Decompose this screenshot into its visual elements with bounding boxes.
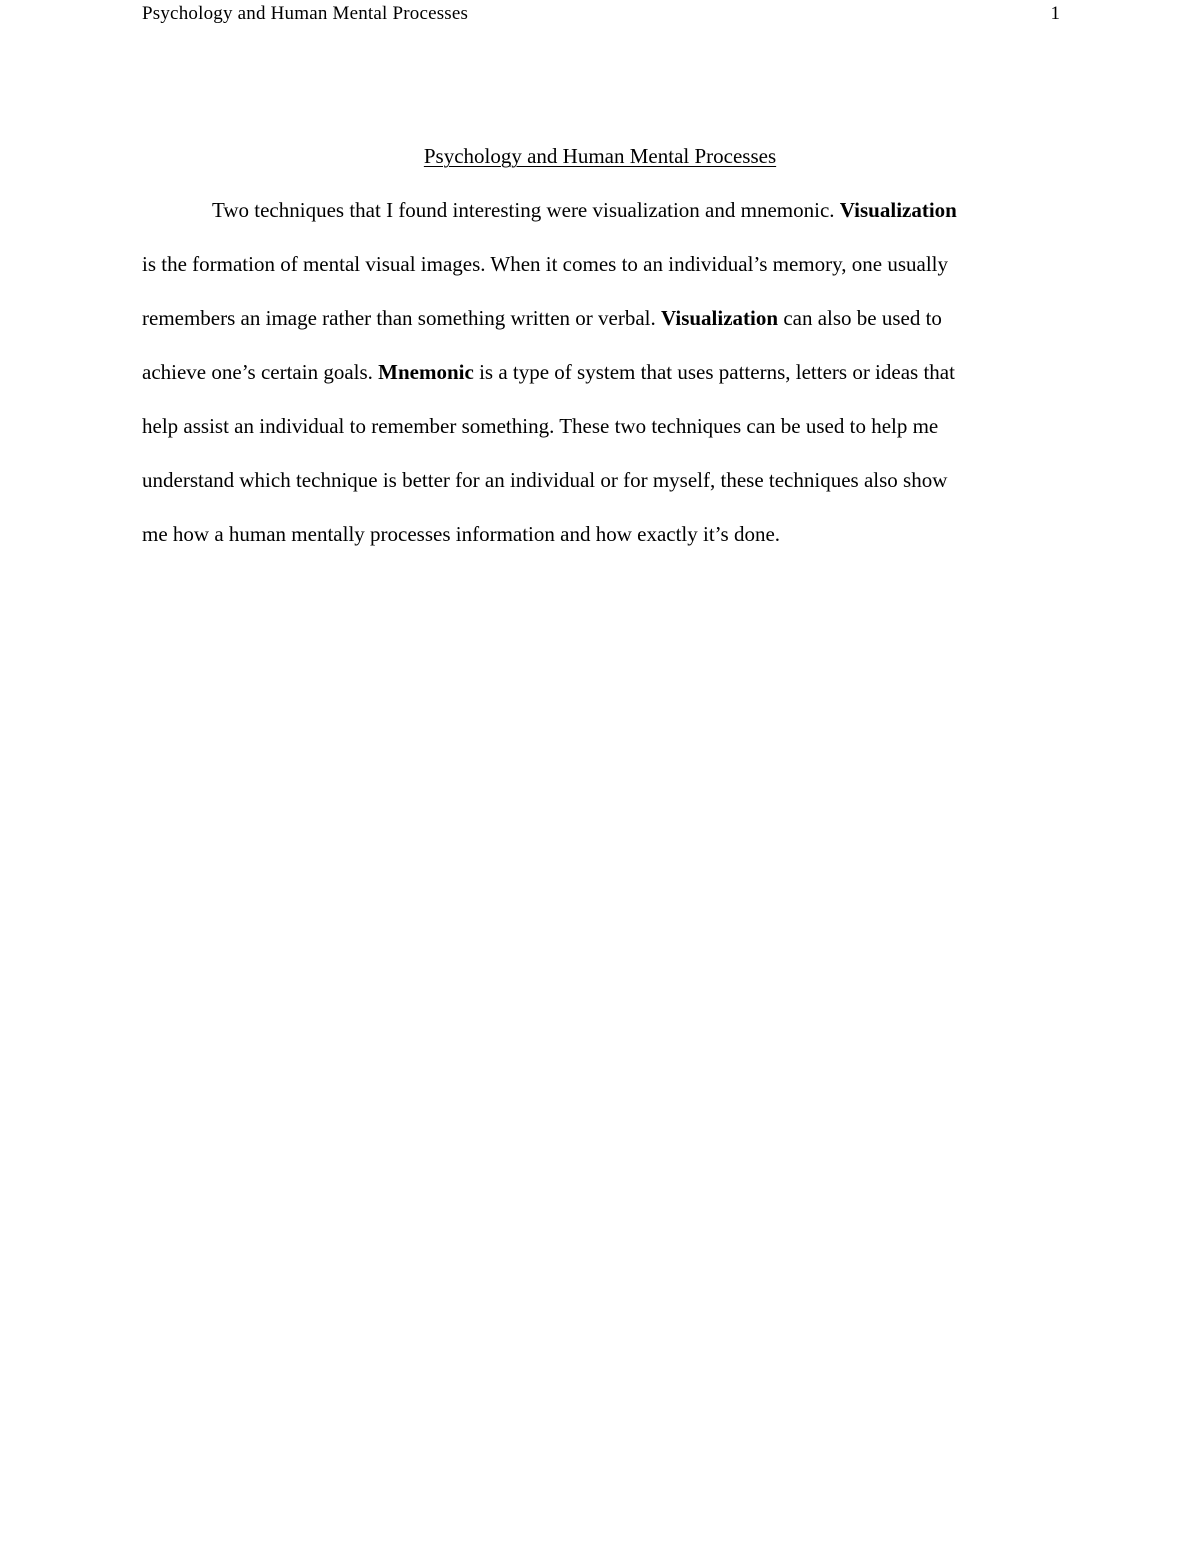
document-title [0, 142, 1200, 170]
page-number: 1 [1050, 3, 1060, 24]
paragraph-line [142, 357, 1062, 411]
bold-term: Visualization [839, 198, 957, 222]
line-text: help assist an individual to remember something. These two techniques can be used to help me [142, 414, 939, 438]
document-title-text: Psychology and Human Mental Processes [423, 144, 777, 168]
paragraph-line [142, 465, 1062, 519]
running-head: Psychology and Human Mental Processes [142, 3, 469, 24]
line-text: achieve one’s certain goals. [142, 360, 379, 384]
line-text: can also be used to [778, 306, 942, 330]
bold-term: Visualization [660, 306, 779, 330]
bold-term: Mnemonic [378, 360, 474, 384]
line-text: Two techniques that I found interesting were visualization and mnemonic. [212, 198, 840, 222]
line-text: remembers an image rather than something written or verbal. [142, 306, 661, 330]
body-paragraph [142, 195, 1062, 573]
line-text: me how a human mentally processes information and how exactly it’s done. [142, 522, 781, 546]
paragraph-line [142, 303, 1062, 357]
line-text: is a type of system that uses patterns, letters or ideas that [473, 360, 955, 384]
paragraph-line [142, 411, 1062, 465]
line-text: is the formation of mental visual images. When it comes to an individual’s memory, one usually [142, 252, 949, 276]
paragraph-line [142, 519, 1062, 573]
line-text: understand which technique is better for an individual or for myself, these techniques also show [142, 468, 948, 492]
paragraph-line [142, 249, 1062, 303]
paragraph-line [142, 195, 1062, 249]
